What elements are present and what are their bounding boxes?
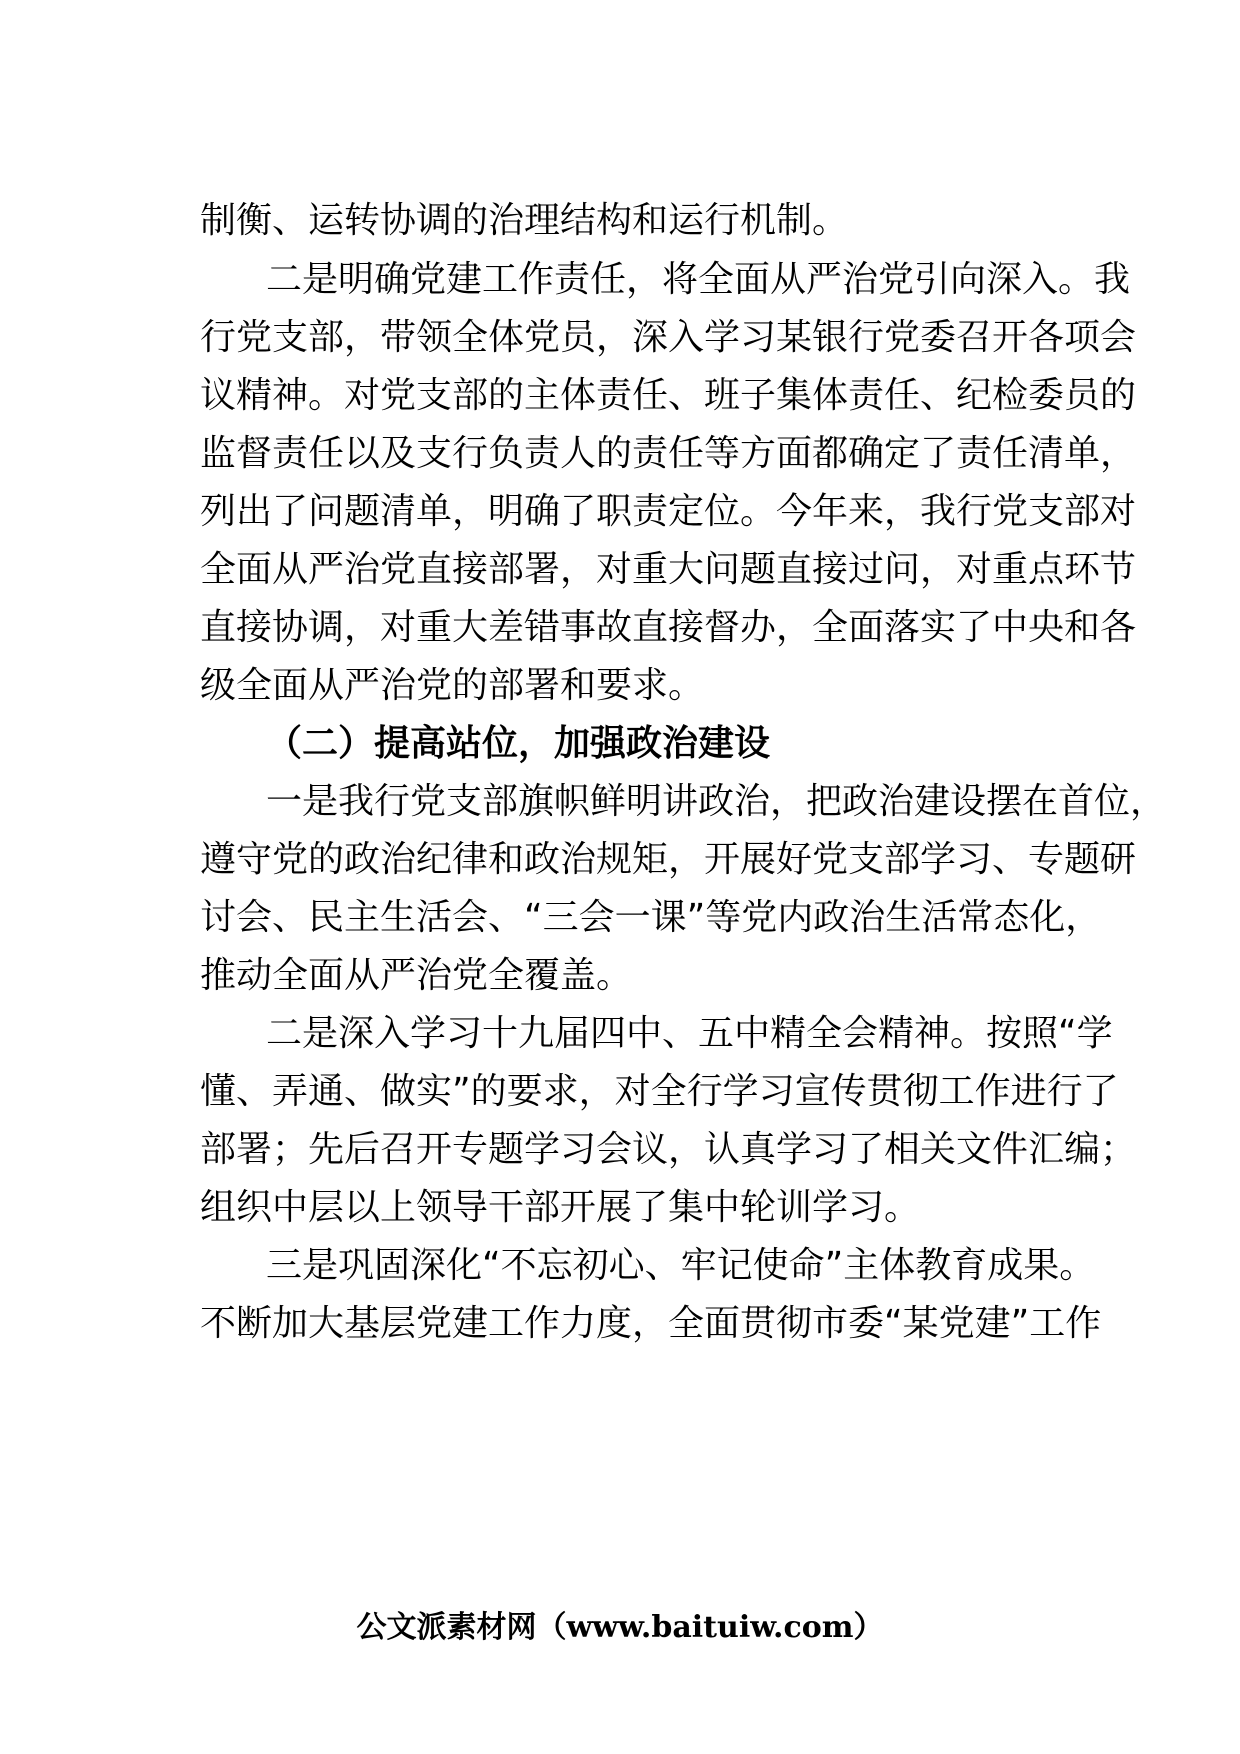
text-line: 遵守党的政治纪律和政治规矩，开展好党支部学习、专题研 bbox=[200, 839, 1137, 880]
text-line: 不断加大基层党建工作力度，全面贯彻市委“某党建”工作 bbox=[200, 1303, 1102, 1344]
text-line: 懂、弄通、做实”的要求，对全行学习宣传贯彻工作进行了 bbox=[200, 1071, 1119, 1112]
text-line: 直接协调，对重大差错事故直接督办，全面落实了中央和各 bbox=[200, 607, 1137, 648]
text-line: 议精神。对党支部的主体责任、班子集体责任、纪检委员的 bbox=[200, 375, 1137, 416]
footer-watermark: 公文派素材网（www.baituiw.com） bbox=[356, 1610, 884, 1645]
text-line: 三是巩固深化“不忘初心、牢记使命”主体教育成果。 bbox=[266, 1245, 1096, 1286]
text-line: 讨会、民主生活会、“三会一课”等党内政治生活常态化， bbox=[200, 897, 1102, 938]
text-line: 部署；先后召开专题学习会议，认真学习了相关文件汇编； bbox=[200, 1129, 1137, 1170]
section-heading: （二）提高站位，加强政治建设 bbox=[266, 723, 771, 764]
text-line: 推动全面从严治党全覆盖。 bbox=[200, 955, 633, 996]
text-line: 列出了问题清单，明确了职责定位。今年来，我行党支部对 bbox=[200, 491, 1137, 532]
text-line: 级全面从严治党的部署和要求。 bbox=[200, 665, 705, 706]
text-line: 组织中层以上领导干部开展了集中轮训学习。 bbox=[200, 1187, 921, 1228]
text-line: 一是我行党支部旗帜鲜明讲政治，把政治建设摆在首位， bbox=[266, 781, 1167, 822]
text-line: 行党支部，带领全体党员，深入学习某银行党委召开各项会 bbox=[200, 317, 1137, 358]
text-line: 全面从严治党直接部署，对重大问题直接过问，对重点环节 bbox=[200, 549, 1137, 590]
text-line: 二是深入学习十九届四中、五中精全会精神。按照“学 bbox=[266, 1013, 1113, 1054]
text-line: 二是明确党建工作责任，将全面从严治党引向深入。我 bbox=[266, 259, 1131, 300]
text-line: 制衡、运转协调的治理结构和运行机制。 bbox=[200, 200, 849, 241]
text-line: 监督责任以及支行负责人的责任等方面都确定了责任清单， bbox=[200, 433, 1137, 474]
